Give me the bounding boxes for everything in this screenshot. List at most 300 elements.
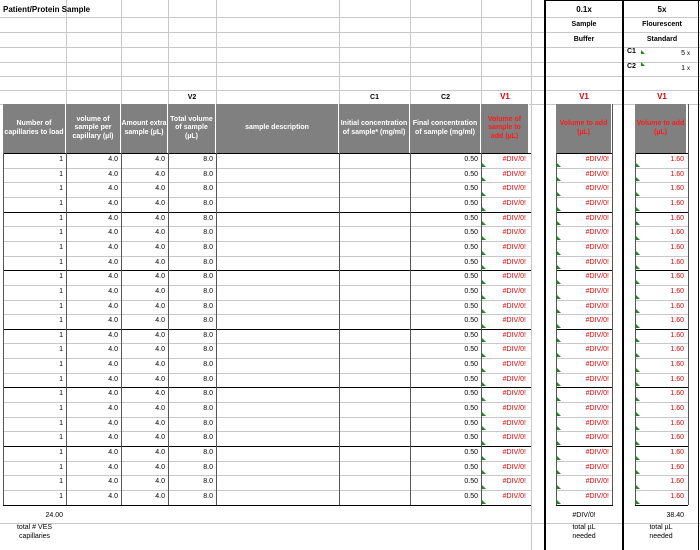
volume-per-capillary-cell[interactable]: 4.0	[108, 478, 118, 486]
comment-indicator-icon	[482, 221, 486, 225]
volume-to-add-cell[interactable]: #DIV/0!	[502, 170, 526, 178]
capillaries-cell[interactable]: 1	[59, 478, 63, 486]
comment-indicator-icon	[482, 441, 486, 445]
comment-indicator-icon	[636, 324, 640, 328]
total-volume-cell[interactable]: 8.0	[203, 258, 213, 266]
grid-hline	[556, 505, 613, 506]
comment-indicator-icon	[482, 251, 486, 255]
standard-volume-cell[interactable]: 1.60	[670, 492, 684, 500]
comment-indicator-icon	[636, 295, 640, 299]
final-concentration-cell[interactable]: 0.50	[464, 463, 478, 471]
comment-indicator-icon	[557, 309, 561, 313]
final-concentration-cell[interactable]: 0.50	[464, 185, 478, 193]
final-concentration-cell[interactable]: 0.50	[464, 273, 478, 281]
standard-volume-cell[interactable]: 1.60	[670, 419, 684, 427]
grid-hline	[544, 0, 700, 1]
volume-per-capillary-cell[interactable]: 4.0	[108, 419, 118, 427]
final-concentration-cell[interactable]: 0.50	[464, 346, 478, 354]
standard-volume-cell[interactable]: 1.60	[670, 449, 684, 456]
extra-sample-cell[interactable]: 4.0	[155, 229, 165, 237]
final-concentration-cell[interactable]: 0.50	[464, 361, 478, 369]
c2-column-label: C2	[441, 94, 450, 101]
buffer-volume-cell[interactable]: #DIV/0!	[585, 273, 609, 281]
capillaries-cell[interactable]: 1	[59, 434, 63, 442]
volume-per-capillary-cell[interactable]: 4.0	[108, 331, 118, 339]
volume-to-add-cell[interactable]: #DIV/0!	[502, 287, 526, 295]
extra-sample-cell[interactable]: 4.0	[155, 434, 165, 442]
standard-label-line2: Standard	[646, 36, 678, 43]
comment-indicator-icon	[482, 295, 486, 299]
extra-sample-cell[interactable]: 4.0	[155, 214, 165, 222]
buffer-total-label-line2: needed	[572, 533, 596, 540]
total-volume-cell[interactable]: 8.0	[203, 229, 213, 237]
capillaries-cell[interactable]: 1	[59, 287, 63, 295]
capillaries-cell[interactable]: 1	[59, 419, 63, 427]
standard-volume-cell[interactable]: 1.60	[670, 273, 684, 281]
buffer-volume-cell[interactable]: #DIV/0!	[585, 156, 609, 163]
v1-standard-label: V1	[657, 92, 667, 101]
buffer-total-label-line1: total µL	[572, 524, 596, 531]
comment-indicator-icon	[482, 309, 486, 313]
standard-total-label-line1: total µL	[649, 524, 673, 531]
comment-indicator-icon	[557, 456, 561, 460]
header-sample-description: sample description	[216, 104, 339, 153]
capillaries-cell[interactable]: 1	[59, 156, 63, 163]
extra-sample-cell[interactable]: 4.0	[155, 405, 165, 413]
volume-to-add-cell[interactable]: #DIV/0!	[502, 199, 526, 207]
comment-indicator-icon	[482, 353, 486, 357]
buffer-volume-cell[interactable]: #DIV/0!	[585, 346, 609, 354]
capillaries-cell[interactable]: 1	[59, 273, 63, 281]
standard-volume-cell[interactable]: 1.60	[670, 229, 684, 237]
extra-sample-cell[interactable]: 4.0	[155, 478, 165, 486]
final-concentration-cell[interactable]: 0.50	[464, 434, 478, 442]
comment-indicator-icon	[482, 324, 486, 328]
standard-volume-cell[interactable]: 1.60	[670, 405, 684, 413]
comment-indicator-icon	[557, 382, 561, 386]
comment-indicator-icon	[482, 192, 486, 196]
comment-indicator-icon	[636, 500, 640, 504]
standard-volume-cell[interactable]: 1.60	[670, 214, 684, 222]
standard-volume-cell[interactable]: 1.60	[670, 170, 684, 178]
grid-vline	[622, 0, 624, 550]
comment-indicator-icon	[482, 485, 486, 489]
comment-indicator-icon	[557, 441, 561, 445]
comment-indicator-icon	[557, 426, 561, 430]
extra-sample-cell[interactable]: 4.0	[155, 258, 165, 266]
grid-hline	[635, 505, 688, 506]
volume-to-add-cell[interactable]: #DIV/0!	[502, 361, 526, 369]
total-volume-cell[interactable]: 8.0	[203, 243, 213, 251]
buffer-volume-cell[interactable]: #DIV/0!	[585, 258, 609, 266]
c1-unit: x	[687, 51, 690, 57]
total-volume-cell[interactable]: 8.0	[203, 419, 213, 427]
comment-indicator-icon	[482, 382, 486, 386]
total-volume-cell[interactable]: 8.0	[203, 434, 213, 442]
comment-indicator-icon	[482, 426, 486, 430]
comment-indicator-icon	[636, 251, 640, 255]
comment-indicator-icon	[636, 412, 640, 416]
comment-indicator-icon	[482, 265, 486, 269]
volume-per-capillary-cell[interactable]: 4.0	[108, 199, 118, 207]
c1-label: C1	[627, 48, 636, 55]
total-volume-cell[interactable]: 8.0	[203, 287, 213, 295]
extra-sample-cell[interactable]: 4.0	[155, 273, 165, 281]
grid-hline	[3, 505, 531, 506]
comment-indicator-icon	[636, 280, 640, 284]
capillaries-cell[interactable]: 1	[59, 170, 63, 178]
volume-per-capillary-cell[interactable]: 4.0	[108, 375, 118, 383]
comment-indicator-icon	[557, 368, 561, 372]
buffer-volume-cell[interactable]: #DIV/0!	[585, 361, 609, 369]
comment-indicator-icon	[557, 470, 561, 474]
capillaries-cell[interactable]: 1	[59, 214, 63, 222]
standard-volume-cell[interactable]: 1.60	[670, 156, 684, 163]
total-volume-cell[interactable]: 8.0	[203, 375, 213, 383]
standard-volume-cell[interactable]: 1.60	[670, 185, 684, 193]
comment-indicator-icon	[641, 50, 645, 54]
final-concentration-cell[interactable]: 0.50	[464, 214, 478, 222]
extra-sample-cell[interactable]: 4.0	[155, 243, 165, 251]
volume-to-add-cell[interactable]: #DIV/0!	[502, 434, 526, 442]
volume-to-add-cell[interactable]: #DIV/0!	[502, 258, 526, 266]
comment-indicator-icon	[557, 265, 561, 269]
volume-to-add-cell[interactable]: #DIV/0!	[502, 390, 526, 398]
comment-indicator-icon	[636, 309, 640, 313]
comment-indicator-icon	[482, 207, 486, 211]
buffer-volume-cell[interactable]: #DIV/0!	[585, 449, 609, 456]
buffer-volume-cell[interactable]: #DIV/0!	[585, 463, 609, 471]
buffer-volume-cell[interactable]: #DIV/0!	[585, 317, 609, 325]
capillaries-cell[interactable]: 1	[59, 346, 63, 354]
extra-sample-cell[interactable]: 4.0	[155, 419, 165, 427]
grid-vline	[216, 104, 217, 505]
comment-indicator-icon	[641, 62, 645, 66]
comment-indicator-icon	[636, 192, 640, 196]
comment-indicator-icon	[636, 353, 640, 357]
capillaries-cell[interactable]: 1	[59, 492, 63, 500]
buffer-volume-cell[interactable]: #DIV/0!	[585, 331, 609, 339]
volume-per-capillary-cell[interactable]: 4.0	[108, 273, 118, 281]
extra-sample-cell[interactable]: 4.0	[155, 287, 165, 295]
standard-volume-cell[interactable]: 1.60	[670, 361, 684, 369]
total-volume-cell[interactable]: 8.0	[203, 463, 213, 471]
grid-vline	[481, 0, 482, 104]
volume-to-add-cell[interactable]: #DIV/0!	[502, 273, 526, 281]
header-standard-volume-to-add: Volume to add (µL)	[635, 104, 687, 153]
capillaries-cell[interactable]: 1	[59, 302, 63, 310]
total-capillaries-value: 24.00	[45, 512, 63, 519]
header-buffer-volume-to-add: Volume to add (µL)	[556, 104, 612, 153]
comment-indicator-icon	[557, 192, 561, 196]
total-volume-cell[interactable]: 8.0	[203, 405, 213, 413]
buffer-total-value: #DIV/0!	[572, 512, 596, 519]
grid-vline	[410, 0, 411, 104]
volume-to-add-cell[interactable]: #DIV/0!	[502, 492, 526, 500]
capillaries-cell[interactable]: 1	[59, 361, 63, 369]
standard-volume-cell[interactable]: 1.60	[670, 243, 684, 251]
total-volume-cell[interactable]: 8.0	[203, 170, 213, 178]
volume-to-add-cell[interactable]: #DIV/0!	[502, 405, 526, 413]
capillaries-cell[interactable]: 1	[59, 258, 63, 266]
standard-volume-cell[interactable]: 1.60	[670, 331, 684, 339]
standard-total-value: 38.40	[666, 512, 684, 519]
comment-indicator-icon	[557, 485, 561, 489]
comment-indicator-icon	[482, 177, 486, 181]
standard-volume-cell[interactable]: 1.60	[670, 302, 684, 310]
buffer-volume-cell[interactable]: #DIV/0!	[585, 229, 609, 237]
volume-per-capillary-cell[interactable]: 4.0	[108, 287, 118, 295]
volume-per-capillary-cell[interactable]: 4.0	[108, 492, 118, 500]
v2-label: V2	[187, 94, 197, 101]
c2-label: C2	[627, 63, 636, 70]
grid-vline	[544, 0, 546, 550]
extra-sample-cell[interactable]: 4.0	[155, 156, 165, 163]
comment-indicator-icon	[482, 397, 486, 401]
comment-indicator-icon	[636, 221, 640, 225]
comment-indicator-icon	[557, 163, 561, 167]
buffer-volume-cell[interactable]: #DIV/0!	[585, 214, 609, 222]
volume-per-capillary-cell[interactable]: 4.0	[108, 405, 118, 413]
capillaries-cell[interactable]: 1	[59, 199, 63, 207]
capillaries-cell[interactable]: 1	[59, 463, 63, 471]
total-volume-cell[interactable]: 8.0	[203, 185, 213, 193]
volume-per-capillary-cell[interactable]: 4.0	[108, 449, 118, 456]
volume-to-add-cell[interactable]: #DIV/0!	[502, 463, 526, 471]
extra-sample-cell[interactable]: 4.0	[155, 346, 165, 354]
standard-volume-cell[interactable]: 1.60	[670, 375, 684, 383]
extra-sample-cell[interactable]: 4.0	[155, 390, 165, 398]
comment-indicator-icon	[557, 251, 561, 255]
total-volume-cell[interactable]: 8.0	[203, 214, 213, 222]
comment-indicator-icon	[557, 207, 561, 211]
buffer-volume-cell[interactable]: #DIV/0!	[585, 243, 609, 251]
final-concentration-cell[interactable]: 0.50	[464, 302, 478, 310]
standard-volume-cell[interactable]: 1.60	[670, 346, 684, 354]
final-concentration-cell[interactable]: 0.50	[464, 405, 478, 413]
final-concentration-cell[interactable]: 0.50	[464, 375, 478, 383]
header-volume-per-capillary: volume of sample per capillary (µl)	[66, 104, 121, 153]
total-volume-cell[interactable]: 8.0	[203, 156, 213, 163]
extra-sample-cell[interactable]: 4.0	[155, 492, 165, 500]
capillaries-cell[interactable]: 1	[59, 390, 63, 398]
standard-volume-cell[interactable]: 1.60	[670, 287, 684, 295]
total-volume-cell[interactable]: 8.0	[203, 492, 213, 500]
volume-per-capillary-cell[interactable]: 4.0	[108, 361, 118, 369]
buffer-volume-cell[interactable]: #DIV/0!	[585, 199, 609, 207]
grid-vline	[339, 104, 340, 505]
v1-buffer-label: V1	[579, 92, 589, 101]
header-final-concentration: Final concentration of sample (mg/ml)	[410, 104, 481, 153]
buffer-concentration: 0.1x	[576, 5, 592, 14]
total-volume-cell[interactable]: 8.0	[203, 273, 213, 281]
comment-indicator-icon	[482, 412, 486, 416]
total-volume-cell[interactable]: 8.0	[203, 199, 213, 207]
comment-indicator-icon	[557, 236, 561, 240]
grid-vline	[216, 0, 217, 104]
capillaries-cell[interactable]: 1	[59, 449, 63, 456]
comment-indicator-icon	[557, 353, 561, 357]
total-volume-cell[interactable]: 8.0	[203, 331, 213, 339]
total-volume-cell[interactable]: 8.0	[203, 478, 213, 486]
volume-per-capillary-cell[interactable]: 4.0	[108, 317, 118, 325]
buffer-volume-cell[interactable]: #DIV/0!	[585, 375, 609, 383]
capillaries-cell[interactable]: 1	[59, 185, 63, 193]
volume-per-capillary-cell[interactable]: 4.0	[108, 214, 118, 222]
total-volume-cell[interactable]: 8.0	[203, 361, 213, 369]
volume-per-capillary-cell[interactable]: 4.0	[108, 229, 118, 237]
volume-per-capillary-cell[interactable]: 4.0	[108, 243, 118, 251]
comment-indicator-icon	[557, 221, 561, 225]
buffer-volume-cell[interactable]: #DIV/0!	[585, 390, 609, 398]
extra-sample-cell[interactable]: 4.0	[155, 375, 165, 383]
extra-sample-cell[interactable]: 4.0	[155, 361, 165, 369]
final-concentration-cell[interactable]: 0.50	[464, 199, 478, 207]
comment-indicator-icon	[557, 397, 561, 401]
volume-to-add-cell[interactable]: #DIV/0!	[502, 185, 526, 193]
buffer-volume-cell[interactable]: #DIV/0!	[585, 185, 609, 193]
v1-column-label: V1	[500, 92, 510, 101]
total-volume-cell[interactable]: 8.0	[203, 346, 213, 354]
header-volume-sample-to-add: Volume of sample to add (µL)	[481, 104, 529, 153]
comment-indicator-icon	[557, 295, 561, 299]
header-capillaries: Number of capillaries to load	[3, 104, 66, 153]
total-capillaries-label-line1: total # VES	[16, 524, 53, 531]
c2-unit: x	[687, 66, 690, 72]
standard-volume-cell[interactable]: 1.60	[670, 317, 684, 325]
final-concentration-cell[interactable]: 0.50	[464, 419, 478, 427]
volume-per-capillary-cell[interactable]: 4.0	[108, 258, 118, 266]
volume-per-capillary-cell[interactable]: 4.0	[108, 302, 118, 310]
extra-sample-cell[interactable]: 4.0	[155, 317, 165, 325]
header-extra-sample: Amount extra sample (µL)	[121, 104, 168, 153]
extra-sample-cell[interactable]: 4.0	[155, 463, 165, 471]
volume-to-add-cell[interactable]: #DIV/0!	[502, 331, 526, 339]
sheet-title: Patient/Protein Sample	[3, 5, 91, 14]
final-concentration-cell[interactable]: 0.50	[464, 258, 478, 266]
comment-indicator-icon	[482, 500, 486, 504]
c1-column-label: C1	[370, 94, 379, 101]
buffer-volume-cell[interactable]: #DIV/0!	[585, 170, 609, 178]
total-capillaries-label-line2: capillaries	[18, 533, 51, 540]
buffer-volume-cell[interactable]: #DIV/0!	[585, 478, 609, 486]
total-volume-cell[interactable]: 8.0	[203, 302, 213, 310]
volume-to-add-cell[interactable]: #DIV/0!	[502, 478, 526, 486]
standard-volume-cell[interactable]: 1.60	[670, 478, 684, 486]
final-concentration-cell[interactable]: 0.50	[464, 478, 478, 486]
extra-sample-cell[interactable]: 4.0	[155, 331, 165, 339]
standard-volume-cell[interactable]: 1.60	[670, 434, 684, 442]
extra-sample-cell[interactable]: 4.0	[155, 449, 165, 456]
volume-to-add-cell[interactable]: #DIV/0!	[502, 317, 526, 325]
buffer-volume-cell[interactable]: #DIV/0!	[585, 492, 609, 500]
volume-to-add-cell[interactable]: #DIV/0!	[502, 419, 526, 427]
capillaries-cell[interactable]: 1	[59, 229, 63, 237]
final-concentration-cell[interactable]: 0.50	[464, 390, 478, 398]
capillaries-cell[interactable]: 1	[59, 375, 63, 383]
comment-indicator-icon	[482, 338, 486, 342]
final-concentration-cell[interactable]: 0.50	[464, 229, 478, 237]
buffer-volume-cell[interactable]: #DIV/0!	[585, 405, 609, 413]
buffer-volume-cell[interactable]: #DIV/0!	[585, 419, 609, 427]
volume-to-add-cell[interactable]: #DIV/0!	[502, 302, 526, 310]
extra-sample-cell[interactable]: 4.0	[155, 185, 165, 193]
buffer-volume-cell[interactable]: #DIV/0!	[585, 434, 609, 442]
grid-hline	[0, 62, 700, 63]
buffer-volume-cell[interactable]: #DIV/0!	[585, 287, 609, 295]
buffer-label-line2: Buffer	[573, 36, 595, 43]
extra-sample-cell[interactable]: 4.0	[155, 302, 165, 310]
grid-vline	[688, 104, 689, 505]
volume-to-add-cell[interactable]: #DIV/0!	[502, 243, 526, 251]
comment-indicator-icon	[557, 338, 561, 342]
final-concentration-cell[interactable]: 0.50	[464, 492, 478, 500]
buffer-label-line1: Sample	[571, 21, 597, 28]
volume-to-add-cell[interactable]: #DIV/0!	[502, 449, 526, 456]
final-concentration-cell[interactable]: 0.50	[464, 317, 478, 325]
volume-to-add-cell[interactable]: #DIV/0!	[502, 375, 526, 383]
extra-sample-cell[interactable]: 4.0	[155, 199, 165, 207]
comment-indicator-icon	[557, 412, 561, 416]
volume-per-capillary-cell[interactable]: 4.0	[108, 463, 118, 471]
comment-indicator-icon	[482, 163, 486, 167]
capillaries-cell[interactable]: 1	[59, 331, 63, 339]
comment-indicator-icon	[636, 177, 640, 181]
grid-vline	[339, 0, 340, 104]
volume-to-add-cell[interactable]: #DIV/0!	[502, 156, 526, 163]
volume-to-add-cell[interactable]: #DIV/0!	[502, 229, 526, 237]
total-volume-cell[interactable]: 8.0	[203, 449, 213, 456]
standard-volume-cell[interactable]: 1.60	[670, 390, 684, 398]
final-concentration-cell[interactable]: 0.50	[464, 331, 478, 339]
final-concentration-cell[interactable]: 0.50	[464, 156, 478, 163]
comment-indicator-icon	[557, 500, 561, 504]
final-concentration-cell[interactable]: 0.50	[464, 287, 478, 295]
final-concentration-cell[interactable]: 0.50	[464, 243, 478, 251]
capillaries-cell[interactable]: 1	[59, 405, 63, 413]
total-volume-cell[interactable]: 8.0	[203, 390, 213, 398]
comment-indicator-icon	[636, 470, 640, 474]
total-volume-cell[interactable]: 8.0	[203, 317, 213, 325]
volume-per-capillary-cell[interactable]: 4.0	[108, 390, 118, 398]
comment-indicator-icon	[636, 382, 640, 386]
grid-vline	[698, 0, 699, 550]
volume-per-capillary-cell[interactable]: 4.0	[108, 434, 118, 442]
grid-hline	[0, 76, 700, 77]
volume-to-add-cell[interactable]: #DIV/0!	[502, 214, 526, 222]
standard-volume-cell[interactable]: 1.60	[670, 463, 684, 471]
volume-to-add-cell[interactable]: #DIV/0!	[502, 346, 526, 354]
c2-value: 1	[681, 65, 685, 72]
final-concentration-cell[interactable]: 0.50	[464, 170, 478, 178]
comment-indicator-icon	[482, 236, 486, 240]
volume-per-capillary-cell[interactable]: 4.0	[108, 346, 118, 354]
buffer-volume-cell[interactable]: #DIV/0!	[585, 302, 609, 310]
extra-sample-cell[interactable]: 4.0	[155, 170, 165, 178]
comment-indicator-icon	[482, 470, 486, 474]
comment-indicator-icon	[557, 324, 561, 328]
standard-volume-cell[interactable]: 1.60	[670, 258, 684, 266]
capillaries-cell[interactable]: 1	[59, 317, 63, 325]
comment-indicator-icon	[636, 207, 640, 211]
final-concentration-cell[interactable]: 0.50	[464, 449, 478, 456]
standard-volume-cell[interactable]: 1.60	[670, 199, 684, 207]
volume-per-capillary-cell[interactable]: 4.0	[108, 156, 118, 163]
volume-per-capillary-cell[interactable]: 4.0	[108, 185, 118, 193]
volume-per-capillary-cell[interactable]: 4.0	[108, 170, 118, 178]
grid-vline	[531, 0, 532, 550]
capillaries-cell[interactable]: 1	[59, 243, 63, 251]
